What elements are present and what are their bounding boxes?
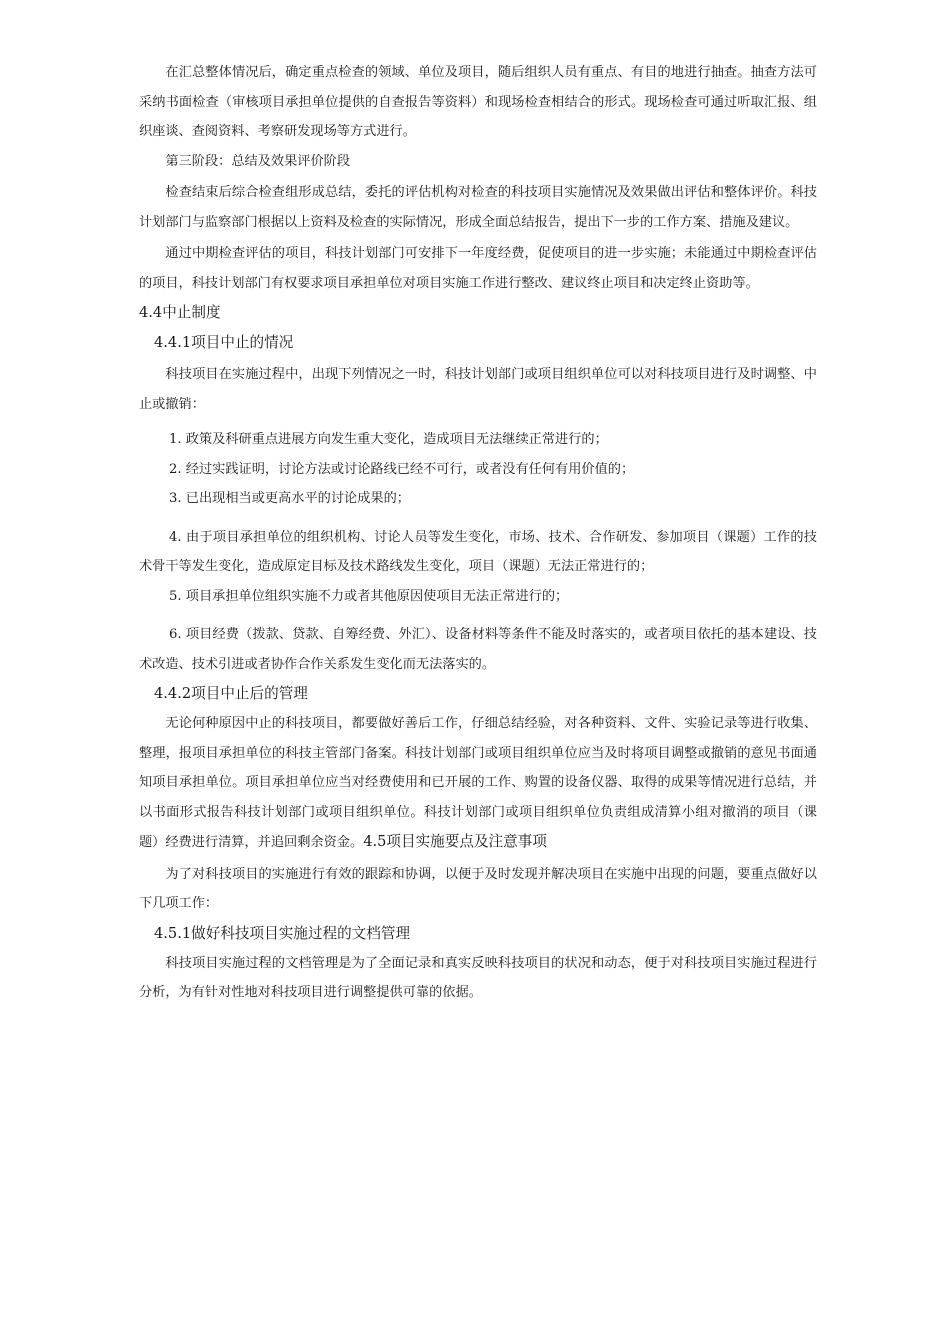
list-item-5: 5. 项目承担单位组织实施不力或者其他原因使项目无法正常进行的；: [169, 588, 569, 604]
list-item-2: 2. 经过实践证明，讨论方法或讨论路线已经不可行，或者没有任何有用价值的；: [169, 461, 635, 477]
subsection-heading-4-5-1: 4.5.1做好科技项目实施过程的文档管理: [154, 924, 411, 942]
paragraph-midterm-result: 通过中期检查评估的项目，科技计划部门可安排下一年度经费，促使项目的进一步实施；未能通过中期检查评估的项目，科技计划部门有权要求项目承担单位对项目实施工作进行整改、建议终止项目和决定终止资助等。: [139, 246, 817, 291]
list-item-6: 6. 项目经费（拨款、贷款、自筹经费、外汇）、设备材料等条件不能及时落实的，或者项目依托的基本建设、技术改造、技术引进或者协作合作关系发生变化而无法落实的。: [139, 627, 817, 672]
document-page: [139, 58, 817, 1008]
post-suspension-text: 无论何种原因中止的科技项目，都要做好善后工作，仔细总结经验，对各种资料、文件、实验记录等进行收集、整理，报项目承担单位的科技主管部门备案。科技计划部门或项目组织单位应当及时将项目调整或撤销的意见书面通知项目承担单位。项目承担单位应当对经费使用和已开展的工作、购置的设备仪器、取得的成果等情况进行总结，并以书面形式报告科技计划部门或项目组织单位。科技计划部门或项目组织单位负责组成清算小组对撤消的项目（课题）经费进行清算，并追回剩余资金。: [139, 716, 817, 850]
paragraph-tracking-intro: 为了对科技项目的实施进行有效的跟踪和协调，以便于及时发现并解决项目在实施中出现的问题，要重点做好以下几项工作：: [139, 866, 817, 911]
list-item-1: 1. 政策及科研重点进展方向发生重大变化，造成项目无法继续正常进行的；: [169, 432, 608, 447]
paragraph-post-suspension: [139, 709, 817, 858]
paragraph-suspension-intro: 科技项目在实施过程中，出现下列情况之一时，科技计划部门或项目组织单位可以对科技项目进行及时调整、中止或撤销：: [139, 367, 817, 412]
paragraph-stage-three-heading: 第三阶段：总结及效果评价阶段: [165, 153, 351, 169]
section-heading-4-4: 4.4中止制度: [139, 304, 221, 321]
list-item-3: 3. 已出现相当或更高水平的讨论成果的；: [169, 491, 410, 506]
paragraph-document-management: 科技项目实施过程的文档管理是为了全面记录和真实反映科技项目的状况和动态，便于对科技项目实施过程进行分析，为有针对性地对科技项目进行调整提供可靠的依据。: [139, 955, 817, 1000]
list-item-4: 4. 由于项目承担单位的组织机构、讨论人员等发生变化，市场、技术、合作研发、参加项目（课题）工作的技术骨干等发生变化，造成原定目标及技术路线发生变化，项目（课题）无法正常进行的；: [139, 529, 817, 574]
subsection-heading-4-4-1: 4.4.1项目中止的情况: [154, 334, 294, 351]
subsection-heading-4-4-2: 4.4.2项目中止后的管理: [154, 685, 308, 702]
paragraph-spot-check: 在汇总整体情况后，确定重点检查的领域、单位及项目，随后组织人员有重点、有目的地进行抽查。抽查方法可采纳书面检查（审核项目承担单位提供的自查报告等资料）和现场检查相结合的形式。现场检查可通过听取汇报、组织座谈、查阅资料、考察研发现场等方式进行。: [139, 65, 817, 139]
section-heading-4-5: 4.5项目实施要点及注意事项: [363, 833, 547, 850]
paragraph-summary: 检查结束后综合检查组形成总结，委托的评估机构对检查的科技项目实施情况及效果做出评估和整体评价。科技计划部门与监察部门根据以上资料及检查的实际情况，形成全面总结报告，提出下一步的工作方案、措施及建议。: [139, 185, 817, 230]
